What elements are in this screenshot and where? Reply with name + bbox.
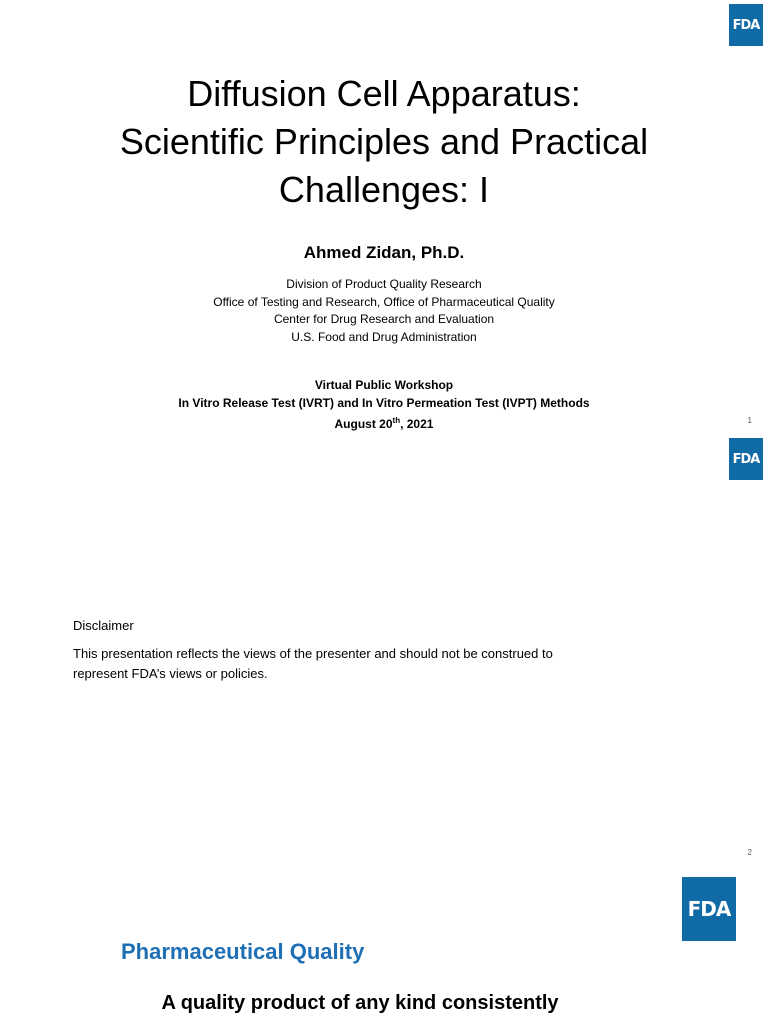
slide-1 [0, 0, 768, 432]
date-prefix: August 20 [334, 417, 393, 431]
disclaimer-heading: Disclaimer [73, 618, 134, 633]
fda-logo: FDA [729, 4, 763, 46]
section-title: Pharmaceutical Quality [121, 939, 365, 964]
slide-2 [0, 432, 768, 864]
fda-logo: FDA [729, 438, 763, 480]
title-line-2: Scientific Principles and Practical [119, 121, 649, 162]
presenter-name: Ahmed Zidan, Ph.D. [303, 243, 465, 262]
affiliation-line: Center for Drug Research and Evaluation [273, 312, 495, 326]
affiliation-line: U.S. Food and Drug Administration [291, 329, 477, 344]
workshop-info [0, 377, 768, 432]
page-number: 2 [747, 848, 752, 857]
workshop-date [0, 412, 768, 432]
affiliation-line: Division of Product Quality Research [286, 277, 482, 291]
date-suffix: , 2021 [400, 417, 434, 431]
workshop-topic: In Vitro Release Test (IVRT) and In Vitro Permeation Test (IVPT) Methods [178, 395, 590, 410]
disclaimer-text: This presentation reflects the views of the presenter and should not be construed to represent FDA’s views or policies. [73, 646, 553, 681]
fda-logo: FDA [682, 877, 736, 941]
slide-3 [0, 864, 768, 1024]
page-number: 1 [747, 416, 752, 425]
workshop-name: Virtual Public Workshop [314, 378, 454, 392]
section-body: A quality product of any kind consistently [161, 992, 559, 1014]
slide-title [0, 70, 768, 214]
affiliations [0, 276, 768, 346]
title-line-1: Diffusion Cell Apparatus: [187, 73, 581, 114]
affiliation-line: Office of Testing and Research, Office of Pharmaceutical Quality [213, 294, 555, 309]
date-ordinal: th [392, 416, 401, 425]
title-line-3: Challenges: I [278, 169, 490, 210]
